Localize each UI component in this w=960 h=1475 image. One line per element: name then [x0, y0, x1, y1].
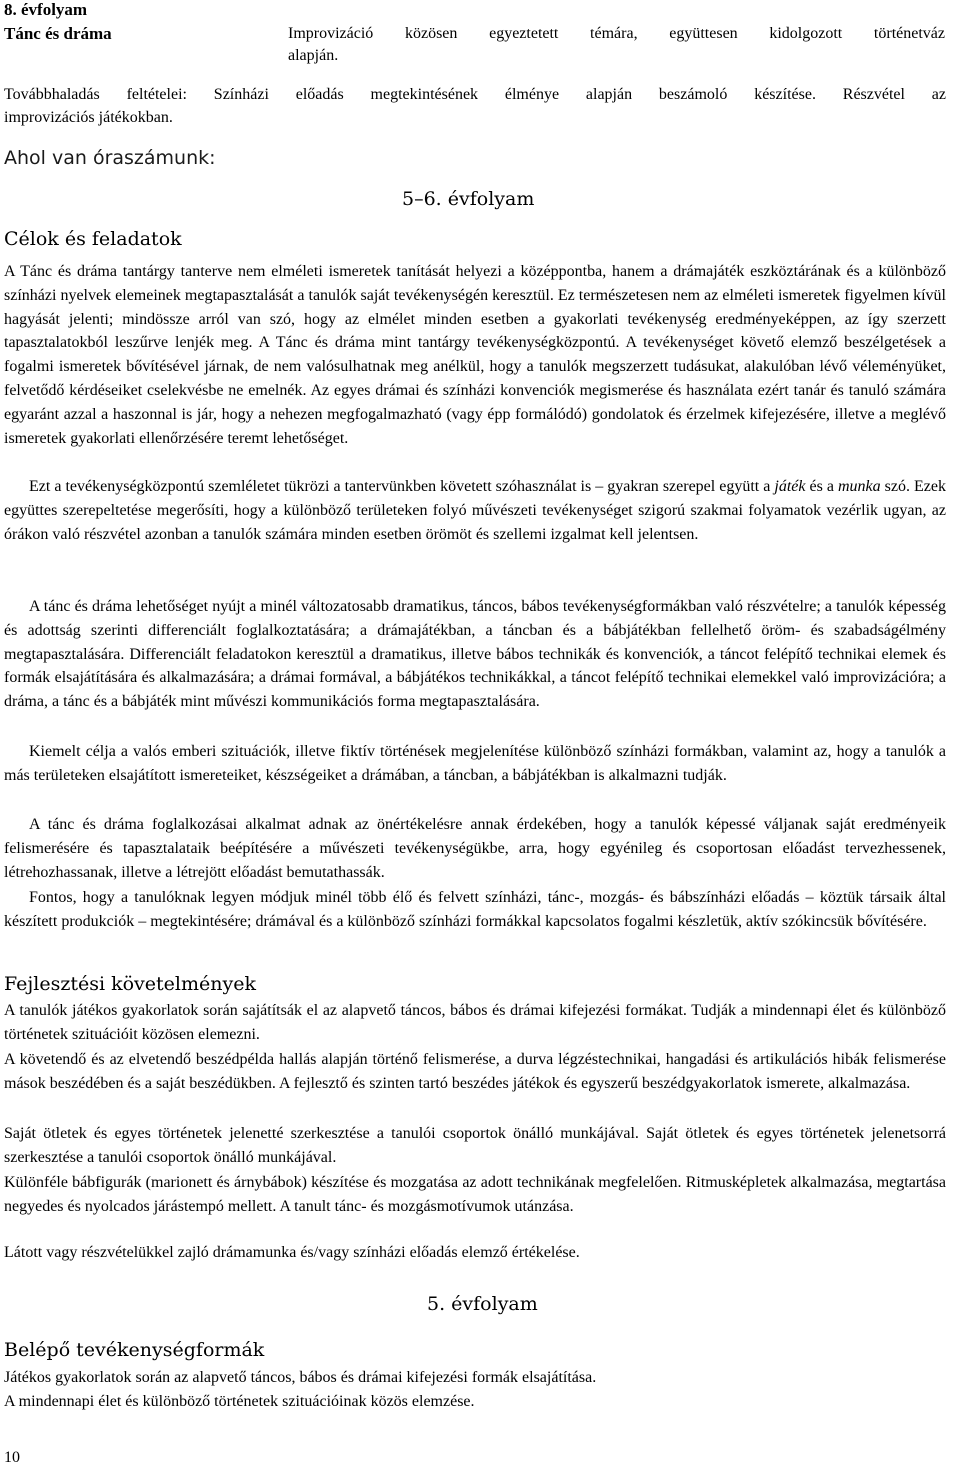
entry-item-2: A mindennapi élet és különböző történetek szituációinak közös elemzése.	[4, 1393, 475, 1410]
dev-item-5: Látott vagy részvételükkel zajló drámamunka és/vagy színházi előadás elemző értékelése.	[4, 1244, 580, 1261]
goals-paragraph-2	[4, 475, 946, 546]
subject-label: Tánc és dráma	[4, 24, 112, 43]
dev-item-3: Saját ötletek és egyes történetek jelenetté szerkesztése a tanulói csoportok önálló munkájával. Saját ötletek és egyes történetek jelenetsorrá szerkesztése a tanulói csoportok önálló munkájával.	[4, 1125, 946, 1166]
grade-5-6-heading: 5–6. évfolyam	[402, 188, 535, 210]
goals-paragraph-1: A Tánc és dráma tantárgy tanterve nem elméleti ismeretek tanítását helyezi a középpontba, hanem a drámajáték eszköztárának és a különböző színházi nyelvek elemeinek megtapasztalását a tanulók saját tevékenységén keresztül. Ez természetesen nem az elméleti ismeretek figyelmen kívül hagyását jelenti; mindössze arról van szó, hogy az elmélet minden esetben a gyakorlati tevékenység eredményeképpen, az így szerzett tapasztalatokból leszűrve lenjék meg. A Tánc és dráma mint tantárgy tevékenységközpontú. A tevékenységet követő elemző beszélgetések a fogalmi ismeretek bővítésével járnak, de nem valósulhatnak meg anélkül, hogy a tanulók megszerzett tudásukat, alakulóban lévő véleményüket, felvetődő kérdéseiket cselekvésbe ne emelnék. Az egyes drámai és színházi konvenciók megismerése és használata ezért tanár és tanuló számára egyaránt azzal a haszonnal is jár, hogy a nehezen megfogalmazható (vagy épp formálódó) gondolatok és érzelmek kifejezésére, illetve a meglévő ismeretek gyakorlati ellenőrzésére teremt lehetőséget.	[4, 263, 946, 447]
p2-text-c: szó. Ezek együttes szerepeltetése megerősíti, hogy a különböző területeken folyó művészeti tevékenységet szigorú szakmai folyamatok vezérlik ugyan, az órákon való részvétel azonban a tanulók számára minden esetben örömöt és szellemi izgalmat kell jelentsen.	[4, 478, 946, 543]
p2-text-b: és a	[805, 478, 838, 495]
development-requirements-heading: Fejlesztési követelmények	[4, 973, 256, 995]
dev-item-1: A tanulók játékos gyakorlatok során sajátítsák el az alapvető táncos, bábos és drámai kifejezési formákat. Tudják a mindennapi élet és különböző történetek szituációit közösen elemezni.	[4, 1002, 946, 1043]
hours-heading: Ahol van óraszámunk:	[4, 147, 216, 169]
p2-word-jatek: játék	[774, 478, 806, 495]
goals-heading: Célok és feladatok	[4, 228, 182, 250]
p2-word-munka: munka	[837, 478, 881, 495]
goals-paragraph-6: Fontos, hogy a tanulóknak legyen módjuk minél több élő és felvett színházi, tánc-, mozgás- és bábszínházi előadás – köztük társaik által készített produkciók – megtekintésére; drámával és a különböző színházi formákkal kapcsolatos fogalmi készletük, aktív szókincsük bővítésére.	[4, 889, 946, 930]
p2-text-a: Ezt a tevékenységközpontú szemléletet tükrözi a tantervünkben követett szóhasználat is – gyakran szerepel együtt a	[29, 478, 775, 495]
goals-paragraph-5: A tánc és dráma foglalkozásai alkalmat adnak az önértékelésre annak érdekében, hogy a tanulók képessé váljanak saját eredményeik felismerésére és tapasztalataik beépítésére a művészeti tevékenységükbe, arra, hogy egyénileg és csoportosan előadást tervezhessenek, létrehozhassanak, illetve a létrejött előadást bemutathassák.	[4, 816, 946, 881]
grade-heading: 8. évfolyam	[4, 0, 88, 19]
progress-conditions-line1: Továbbhaladás feltételei: Színházi előadás megtekintésének élménye alapján beszámoló készítése. Részvétel az	[4, 86, 946, 103]
grade-5-heading: 5. évfolyam	[427, 1293, 538, 1315]
goals-paragraph-3: A tánc és dráma lehetőséget nyújt a minél változatosabb dramatikus, táncos, bábos tevékenységformákban való részvételre; a tanulók képesség és adottság szerinti differenciált foglalkoztatására; a drámajátékban, a táncban és a bábjátékban fellelhető öröm- és szabadságélmény megtapasztalására. Differenciált feladatokon keresztül a dramatikus, illetve bábos technikák és konvenciók, a táncot felépítő technikai elemek és formák elsajátítására és alkalmazására; a drámai formával, a bábjátékos technikákkal, a táncot felépítő technikai elemekkel való improvizációra; a dráma, a tánc és a bábjáték mint művészi kommunikációs forma megtapasztalására.	[4, 598, 946, 711]
page-number: 10	[4, 1449, 20, 1466]
progress-conditions-line2: improvizációs játékokban.	[4, 109, 173, 126]
subject-description-line2: alapján.	[288, 47, 339, 64]
dev-item-2: A követendő és az elvetendő beszédpélda hallás alapján történő felismerése, a durva légzéstechnikai, hangadási és artikulációs hibák felismerése mások beszédében és a saját beszédükben. A fejlesztő és szinten tartó beszédes játékok és egyszerű beszédgyakorlatok ismerete, alkalmazása.	[4, 1051, 946, 1092]
subject-description-line1: Improvizáció közösen egyeztetett témára, együttesen kidolgozott történetváz	[288, 25, 945, 42]
dev-item-4: Különféle bábfigurák (marionett és árnybábok) készítése és mozgatása az adott technikának megfelelően. Ritmusképletek alkalmazása, megtartása negyedes és nyolcados járástempó mellett. A tanult tánc- és mozgásmotívumok utánzása.	[4, 1174, 946, 1215]
entry-activities-heading: Belépő tevékenységformák	[4, 1339, 265, 1361]
goals-paragraph-4: Kiemelt célja a valós emberi szituációk, illetve fiktív történések megjelenítése különböző színházi formákban, valamint az, hogy a tanulók a más területeken elsajátított ismereteiket, készségeiket a drámában, a táncban, a bábjátékban is alkalmazni tudják.	[4, 743, 946, 784]
entry-item-1: Játékos gyakorlatok során az alapvető táncos, bábos és drámai kifejezési formák elsajátítása.	[4, 1369, 597, 1386]
